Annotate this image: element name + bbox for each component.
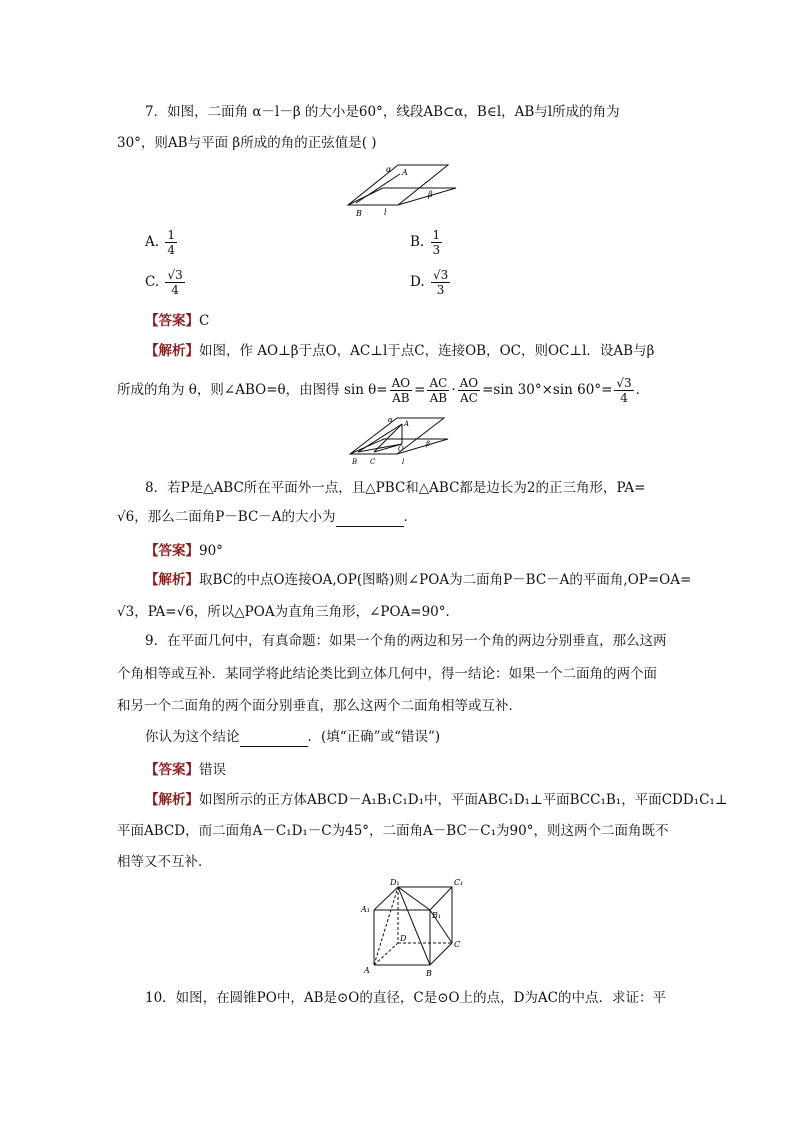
q9-stem-line1: 9．在平面几何中，有真命题：如果一个角的两边和另一个角的两边分别垂直，那么这两 <box>145 633 667 649</box>
svg-text:α: α <box>388 416 393 424</box>
svg-text:B₁: B₁ <box>432 911 442 920</box>
cube-figure <box>360 875 470 980</box>
q7-figure <box>338 160 458 222</box>
q8-stem-line1: 8．若P是△ABC所在平面外一点，且△PBC和△ABC都是边长为2的正三角形，PA= <box>145 480 646 496</box>
svg-text:A₁: A₁ <box>361 905 370 914</box>
svg-text:C: C <box>454 940 461 949</box>
q10-stem-line1: 10．如图，在圆锥PO中，AB是⊙O的直径，C是⊙O上的点，D为AC的中点．求证：平 <box>145 990 666 1006</box>
q8-analysis-line1: 【解析】取BC的中点O连接OA,OP(图略)则∠POA为二面角P－BC－A的平面角,OP=OA= <box>145 572 692 588</box>
option-B: B. $\frac{1}{3}$ <box>410 228 441 257</box>
svg-text:B: B <box>352 458 358 466</box>
option-C: C. $\frac{√3}{4}$ <box>145 268 183 297</box>
q9-stem-line4: 你认为这个结论 ．(填“正确”或“错误”) <box>145 729 441 745</box>
label-alpha: α <box>386 165 392 174</box>
svg-text:A: A <box>404 420 410 428</box>
option-A: A. $\frac{1}{4}$ <box>145 228 175 257</box>
q8-answer-blank <box>336 512 404 527</box>
q9-analysis-line3: 相等又不互补． <box>117 854 212 870</box>
label-A: A <box>402 168 408 177</box>
svg-text:D₁: D₁ <box>390 878 400 887</box>
svg-text:D: D <box>400 934 407 943</box>
svg-text:B: B <box>426 969 432 978</box>
q9-analysis-line1: 【解析】如图所示的正方体ABCD－A₁B₁C₁D₁中，平面ABC₁D₁⊥平面BCC₁B₁，平面CDD₁C₁⊥ <box>145 792 728 808</box>
q9-answer: 【答案】错误 <box>145 762 226 778</box>
option-D: D. $\frac{√3}{3}$ <box>410 268 449 297</box>
svg-text:C₁: C₁ <box>454 878 464 887</box>
label-B: B <box>356 209 362 218</box>
q7-answer: 【答案】C <box>145 313 210 329</box>
label-l: l <box>384 208 387 217</box>
q9-stem-line2: 个角相等或互补．某同学将此结论类比到立体几何中，得一结论：如果一个二面角的两个面 <box>117 666 657 682</box>
q8-answer: 【答案】90° <box>145 543 223 559</box>
q7-analysis-line2: 所成的角为 θ，则∠ABO=θ，由图得 sin θ= $\frac{AO}{AB}$ = $\frac{AC}{AB}$ · $\frac{AO}{AC}$ =sin 30°×sin 60°= $\frac{√3}{4}$ ． <box>117 376 650 405</box>
q7-analysis-figure <box>342 414 452 466</box>
q8-analysis-line2: √3，PA=√6，所以△POA为直角三角形，∠POA=90°． <box>117 604 460 620</box>
label-beta: β <box>428 190 433 199</box>
svg-text:l: l <box>402 458 405 466</box>
q9-answer-blank <box>240 732 308 747</box>
svg-text:C: C <box>370 458 376 466</box>
plane-beta <box>348 188 456 205</box>
q9-analysis-line2: 平面ABCD，而二面角A－C₁D₁－C为45°，二面角A－BC－C₁为90°，则这两个二面角既不 <box>117 823 669 839</box>
q9-stem-line3: 和另一个二面角的两个面分别垂直，那么这两个二面角相等或互补． <box>117 698 522 714</box>
svg-text:O: O <box>398 445 404 453</box>
q7-analysis-line1: 【解析】如图，作 AO⊥β于点O，AC⊥l于点C，连接OB，OC，则OC⊥l．设AB与β <box>145 343 655 359</box>
q7-stem-line2: 30°，则AB与平面 β所成的角的正弦值是( ) <box>117 135 377 151</box>
q7-stem-line1: 7．如图，二面角 α－l－β 的大小是60°，线段AB⊂α，B∈l，AB与l所成的角为 <box>145 104 620 120</box>
svg-text:β: β <box>426 440 431 448</box>
svg-text:A: A <box>364 966 370 975</box>
plane-alpha <box>348 165 448 205</box>
q8-stem-line2: √6，那么二面角P－BC－A的大小为 ． <box>117 509 418 525</box>
